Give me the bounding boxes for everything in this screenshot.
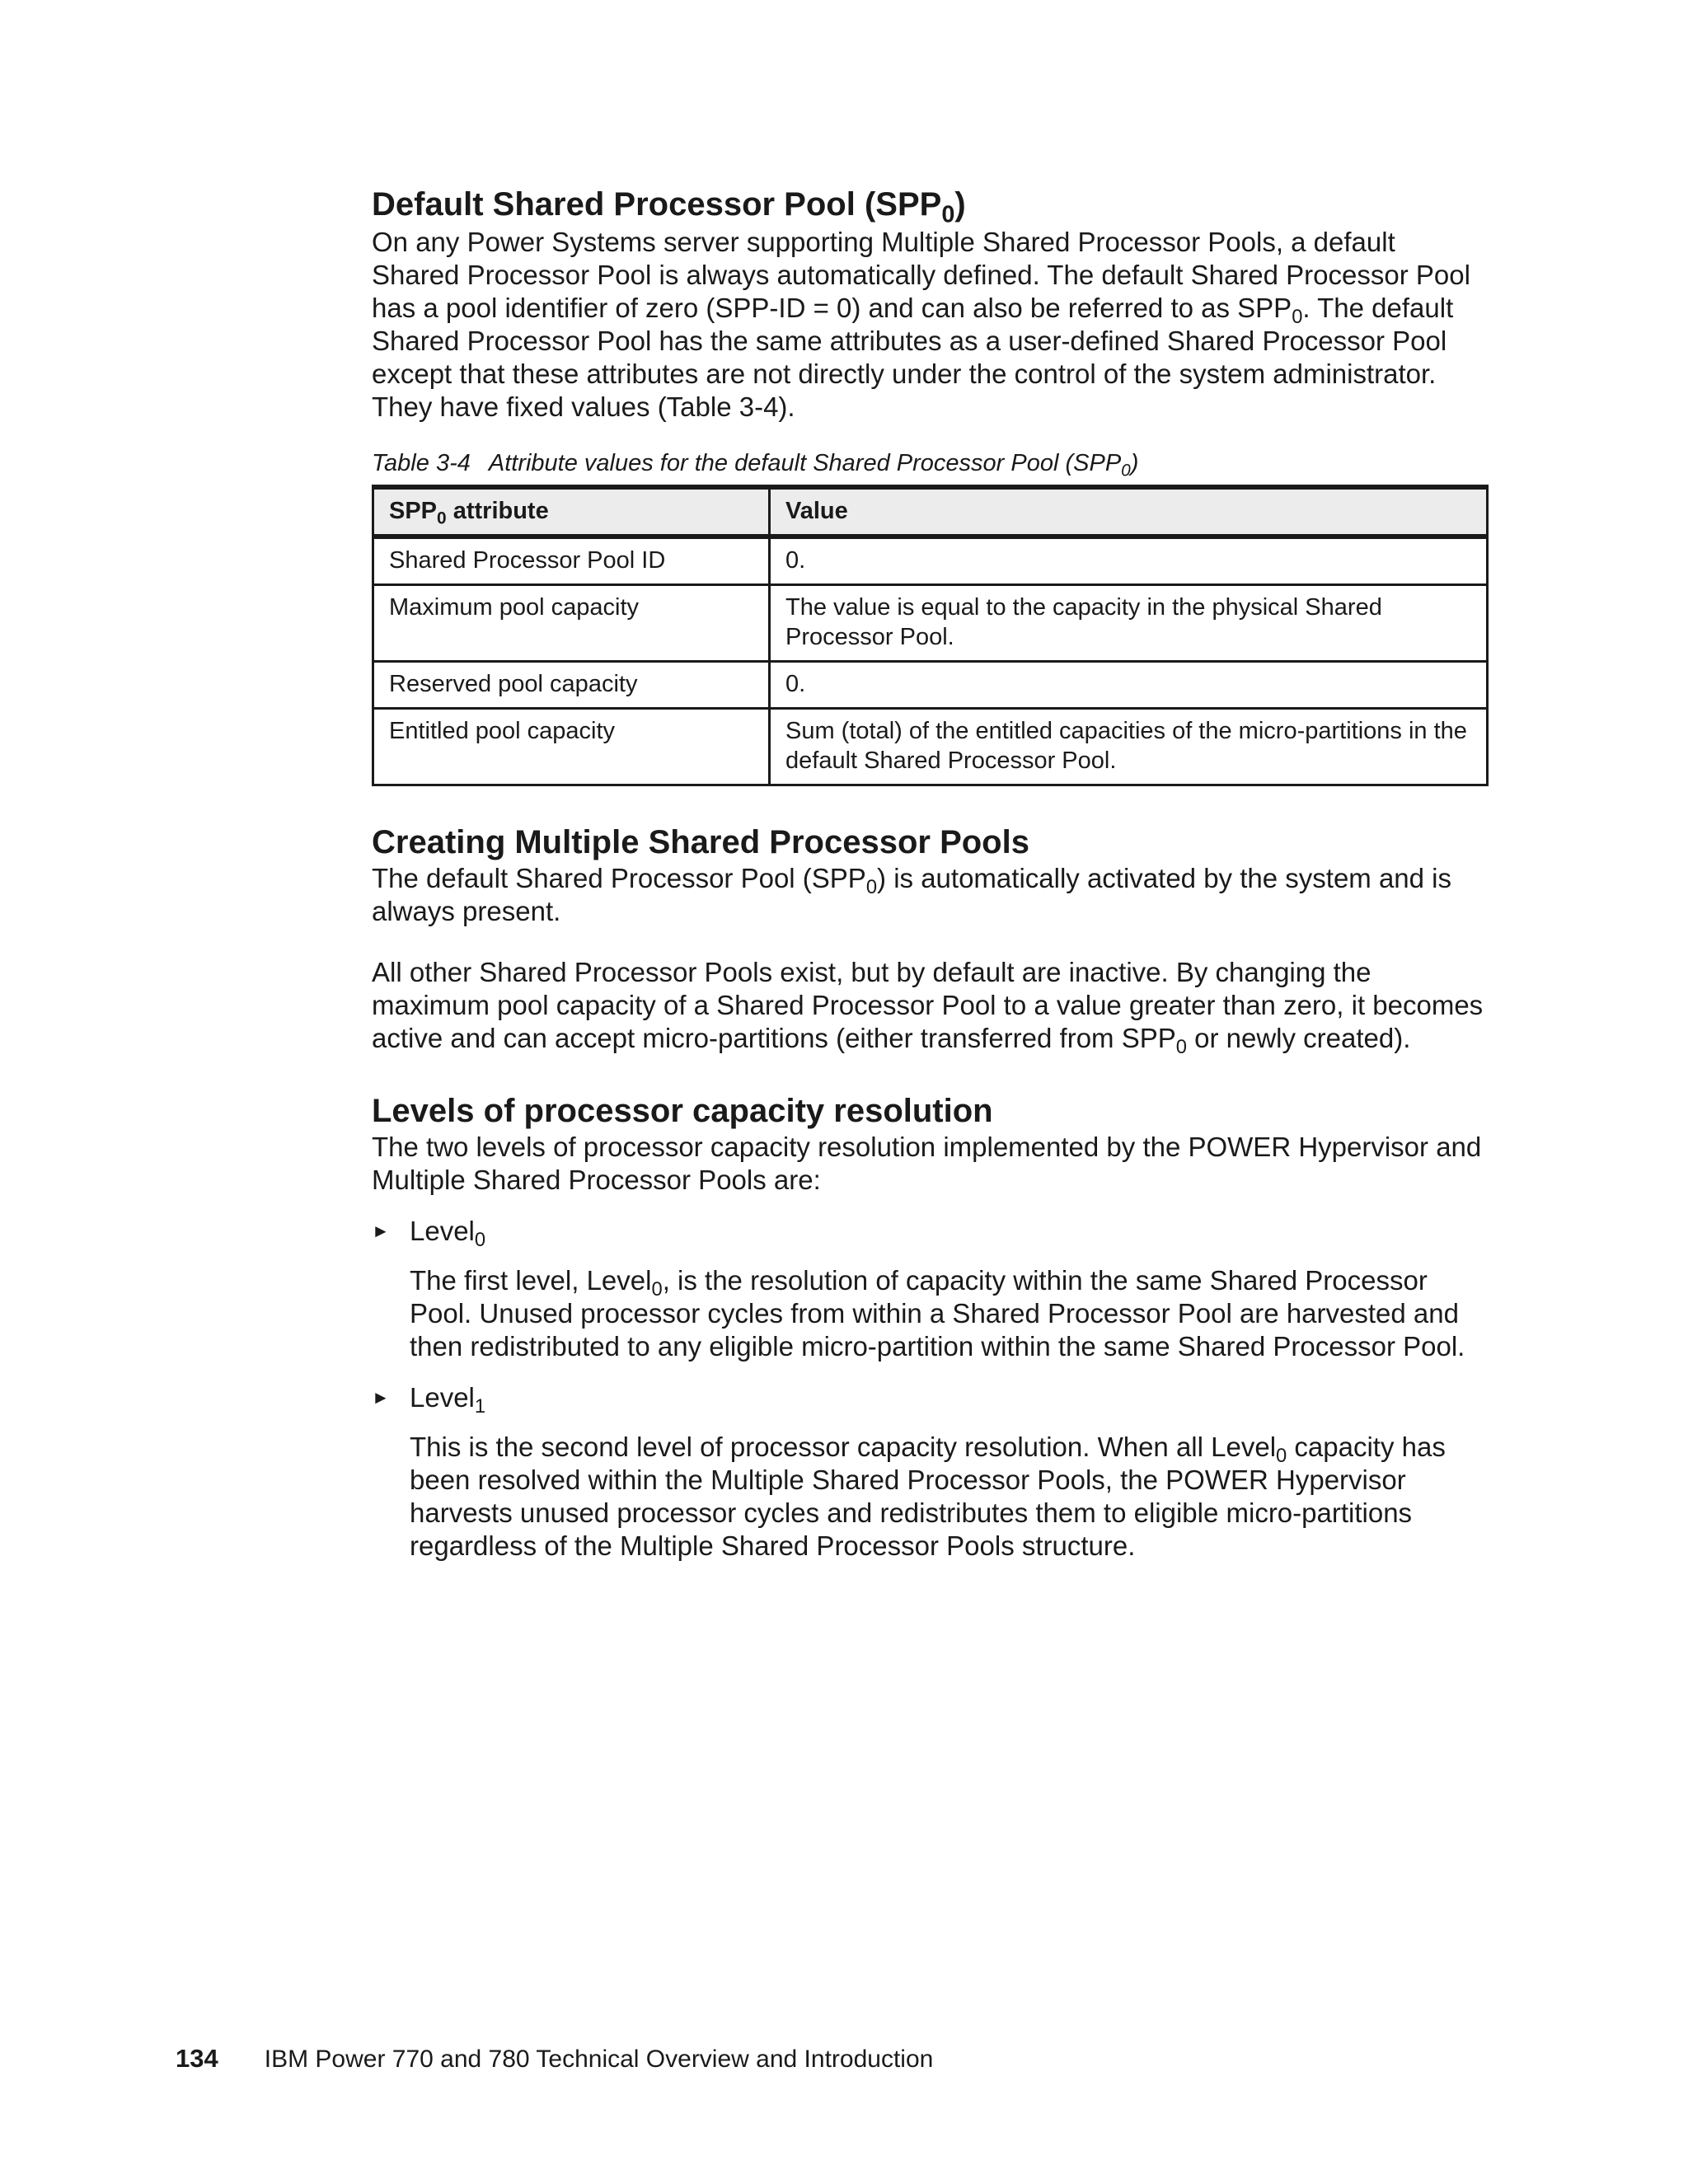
table-caption-text: Attribute values for the default Shared Processor Pool (SPP [488, 450, 1122, 476]
table-cell-attribute: Reserved pool capacity [373, 662, 770, 709]
bullet-arrow-icon: ► [372, 1387, 390, 1408]
paragraph-text: This is the second level of processor capacity resolution. When all Level [410, 1432, 1277, 1462]
table-caption-subscript: 0 [1121, 461, 1131, 480]
section-heading-default-spp [372, 185, 1489, 228]
table-caption-end: ) [1130, 450, 1139, 476]
table-cell-value: Sum (total) of the entitled capacities of the micro-partitions in the default Shared Processor Pool. [770, 709, 1488, 785]
bullet-label [410, 1215, 486, 1252]
paragraph-subscript: 0 [865, 876, 878, 899]
heading-text-end: ) [954, 186, 966, 223]
paragraph-creating-pools-1 [372, 862, 1489, 928]
paragraph-default-spp [372, 226, 1489, 424]
table-header-row [373, 487, 1488, 537]
paragraph-creating-pools-2 [372, 956, 1489, 1059]
paragraph-text-end: ) is automatically activated by the system and is always present. [372, 863, 1452, 926]
table-row [373, 537, 1488, 585]
page-content [372, 185, 1489, 1563]
table-row [373, 585, 1488, 662]
paragraph-subscript: 0 [651, 1278, 663, 1301]
table-header-value: Value [770, 487, 1488, 537]
bullet-body-level0 [410, 1264, 1489, 1363]
table-cell-value: The value is equal to the capacity in the physical Shared Processor Pool. [770, 585, 1488, 662]
header-text: SPP [389, 498, 438, 524]
paragraph-subscript: 0 [1175, 1036, 1187, 1059]
bullet-label-text: Level [410, 1216, 475, 1246]
table-cell-attribute: Shared Processor Pool ID [373, 537, 770, 585]
paragraph-text-end: capacity has been resolved within the Multiple Shared Processor Pools, the POWER Hypervisor harvests unused processor cycles and redistributes them to eligible micro-partitions regardless of the Multiple Shared Processor Pools structure. [410, 1432, 1446, 1561]
paragraph-subscript: 0 [1276, 1445, 1287, 1468]
bullet-body-level1 [410, 1431, 1489, 1563]
paragraph-text: The first level, Level [410, 1265, 652, 1296]
paragraph-text-end: . The default Shared Processor Pool has the same attributes as a user-defined Shared Processor Pool except that these attributes are not directly under the control of the system administrator. They have fixed values (Table 3-4). [372, 293, 1454, 422]
bullet-item-level0 [372, 1215, 1489, 1252]
table-row [373, 709, 1488, 785]
table-cell-attribute: Entitled pool capacity [373, 709, 770, 785]
bullet-arrow-icon: ► [372, 1221, 390, 1241]
bullet-item-level1 [372, 1381, 1489, 1418]
paragraph-text: On any Power Systems server supporting Multiple Shared Processor Pools, a default Shared Processor Pool is always automatically defined. The default Shared Processor Pool has a pool identifier of zero (SPP-ID = 0) and can also be referred to as SPP [372, 227, 1470, 323]
paragraph-text-end: or newly created). [1186, 1023, 1411, 1053]
section-heading-creating-pools: Creating Multiple Shared Processor Pools [372, 824, 1029, 860]
table-caption-number: Table 3-4 [372, 450, 471, 476]
page-footer [176, 2044, 933, 2074]
header-subscript: 0 [437, 509, 447, 528]
heading-text: Default Shared Processor Pool (SPP [372, 186, 942, 223]
heading-subscript: 0 [941, 201, 955, 228]
header-text-end: attribute [446, 498, 549, 524]
table-caption [372, 448, 1489, 478]
bullet-label-subscript: 1 [474, 1395, 486, 1418]
spp-attribute-table [372, 485, 1489, 786]
table-header-attribute [373, 487, 770, 537]
paragraph-text-end: , is the resolution of capacity within the same Shared Processor Pool. Unused processor cycles from within a Shared Processor Pool are harvested and then redistributed to any eligible micro-partition within the same Shared Processor Pool. [410, 1265, 1465, 1361]
bullet-label-subscript: 0 [474, 1229, 486, 1252]
table-cell-value: 0. [770, 537, 1488, 585]
paragraph-text: The default Shared Processor Pool (SPP [372, 863, 866, 893]
table-row [373, 662, 1488, 709]
bullet-label [410, 1381, 486, 1418]
book-title: IBM Power 770 and 780 Technical Overview and Introduction [264, 2046, 934, 2073]
paragraph-subscript: 0 [1292, 306, 1303, 329]
page-number: 134 [176, 2044, 218, 2073]
table-cell-attribute: Maximum pool capacity [373, 585, 770, 662]
bullet-label-text: Level [410, 1382, 475, 1413]
paragraph-capacity-levels-intro: The two levels of processor capacity resolution implemented by the POWER Hypervisor and Multiple Shared Processor Pools are: [372, 1132, 1482, 1195]
section-heading-capacity-levels: Levels of processor capacity resolution [372, 1093, 993, 1129]
paragraph-text: All other Shared Processor Pools exist, but by default are inactive. By changing the maximum pool capacity of a Shared Processor Pool to a value greater than zero, it becomes active and can accept micro-partitions (either transferred from SPP [372, 957, 1484, 1053]
table-cell-value: 0. [770, 662, 1488, 709]
paragraph-spacer [372, 928, 1489, 956]
